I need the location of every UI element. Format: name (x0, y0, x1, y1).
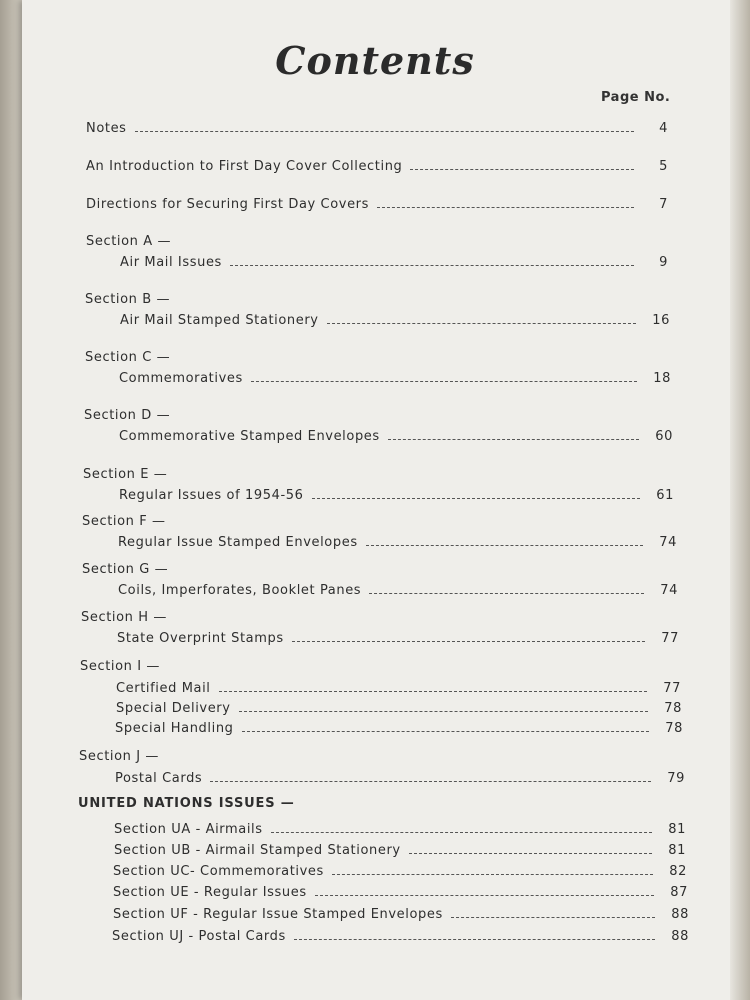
toc-entry-label: An Introduction to First Day Cover Collecting (86, 159, 403, 174)
toc-page-number: 61 (656, 488, 674, 503)
dot-leader (388, 439, 639, 440)
toc-page-number: 74 (660, 583, 678, 598)
section-f-heading: Section F — (82, 514, 166, 529)
toc-entry-label: Section UC- Commemoratives (113, 864, 324, 879)
dot-leader (210, 781, 651, 782)
section-j-heading: Section J — (79, 749, 159, 764)
toc-entry-directions (86, 192, 668, 212)
section-d-heading: Section D — (84, 408, 171, 423)
dot-leader (219, 691, 647, 692)
toc-entry-section-i-special-handling (115, 716, 683, 736)
toc-page-number: 87 (670, 885, 688, 900)
toc-entry-section-a (120, 250, 668, 270)
toc-entry-label: Notes (86, 121, 127, 136)
toc-entry-un-ua (114, 817, 686, 837)
dot-leader (135, 131, 634, 132)
section-e-heading: Section E — (83, 467, 168, 482)
dot-leader (294, 939, 655, 940)
dot-leader (239, 711, 648, 712)
section-h-heading: Section H — (81, 610, 167, 625)
dot-leader (271, 832, 652, 833)
united-nations-heading: UNITED NATIONS ISSUES — (78, 796, 295, 811)
section-b-heading: Section B — (85, 292, 171, 307)
toc-entry-un-uf (113, 902, 689, 922)
toc-entry-label: Commemorative Stamped Envelopes (119, 429, 380, 444)
dot-leader (230, 265, 634, 266)
toc-entry-label: Section UJ - Postal Cards (112, 929, 286, 944)
toc-entry-label: Section UA - Airmails (114, 822, 263, 837)
toc-page-number: 16 (652, 313, 670, 328)
toc-page-number: 82 (669, 864, 687, 879)
toc-entry-label: Section UF - Regular Issue Stamped Envelopes (113, 907, 443, 922)
toc-entry-label: State Overprint Stamps (117, 631, 284, 646)
toc-entry-section-d (119, 424, 673, 444)
toc-page-number: 78 (665, 721, 683, 736)
toc-entry-label: Section UE - Regular Issues (113, 885, 307, 900)
dot-leader (292, 641, 645, 642)
dot-leader (366, 545, 643, 546)
toc-entry-label: Postal Cards (115, 771, 203, 786)
toc-page-number: 60 (655, 429, 673, 444)
toc-entry-label: Commemoratives (119, 371, 243, 386)
toc-entry-section-f (118, 530, 677, 550)
toc-entry-label: Directions for Securing First Day Covers (86, 197, 369, 212)
dot-leader (369, 593, 644, 594)
toc-page-number: 74 (659, 535, 677, 550)
toc-page-number: 77 (663, 681, 681, 696)
page-edge (730, 0, 750, 1000)
toc-page-number: 7 (659, 197, 668, 212)
toc-entry-label: Section UB - Airmail Stamped Stationery (114, 843, 401, 858)
page-number-header: Page No. (601, 90, 671, 105)
toc-page-number: 79 (667, 771, 685, 786)
toc-entry-label: Regular Issue Stamped Envelopes (118, 535, 358, 550)
toc-page-number: 5 (659, 159, 668, 174)
toc-entry-label: Coils, Imperforates, Booklet Panes (118, 583, 362, 598)
toc-entry-un-ub (114, 838, 686, 858)
toc-entry-section-g (118, 578, 678, 598)
toc-page-number: 88 (671, 907, 689, 922)
page-title: Contents (275, 38, 475, 83)
toc-page-number: 77 (661, 631, 679, 646)
dot-leader (312, 498, 641, 499)
dot-leader (410, 169, 634, 170)
dot-leader (251, 381, 637, 382)
toc-page-number: 88 (671, 929, 689, 944)
dot-leader (315, 895, 654, 896)
section-a-heading: Section A — (86, 234, 172, 249)
toc-entry-un-uc (113, 859, 687, 879)
toc-entry-section-i-special-delivery (116, 696, 682, 716)
toc-entry-notes (86, 116, 668, 136)
toc-entry-label: Air Mail Issues (120, 255, 222, 270)
toc-page-number: 81 (668, 843, 686, 858)
toc-page-number: 4 (659, 121, 668, 136)
toc-entry-un-ue (113, 880, 688, 900)
toc-entry-label: Special Delivery (116, 701, 231, 716)
toc-entry-section-b (120, 308, 670, 328)
dot-leader (409, 853, 652, 854)
toc-entry-un-uj (112, 924, 689, 944)
toc-entry-section-e (119, 483, 674, 503)
toc-entry-section-i-certified (116, 676, 681, 696)
dot-leader (242, 731, 649, 732)
dot-leader (451, 917, 655, 918)
toc-entry-label: Regular Issues of 1954-56 (119, 488, 304, 503)
dot-leader (327, 323, 636, 324)
toc-entry-label: Special Handling (115, 721, 234, 736)
toc-entry-introduction (86, 154, 668, 174)
dot-leader (332, 874, 653, 875)
dot-leader (377, 207, 634, 208)
toc-entry-section-j (115, 766, 685, 786)
section-i-heading: Section I — (80, 659, 160, 674)
section-c-heading: Section C — (85, 350, 171, 365)
toc-page-number: 81 (668, 822, 686, 837)
toc-entry-label: Certified Mail (116, 681, 211, 696)
toc-page-number: 18 (653, 371, 671, 386)
toc-page-number: 9 (659, 255, 668, 270)
toc-entry-section-h (117, 626, 679, 646)
toc-entry-section-c (119, 366, 671, 386)
toc-entry-label: Air Mail Stamped Stationery (120, 313, 319, 328)
toc-page-number: 78 (664, 701, 682, 716)
section-g-heading: Section G — (82, 562, 169, 577)
